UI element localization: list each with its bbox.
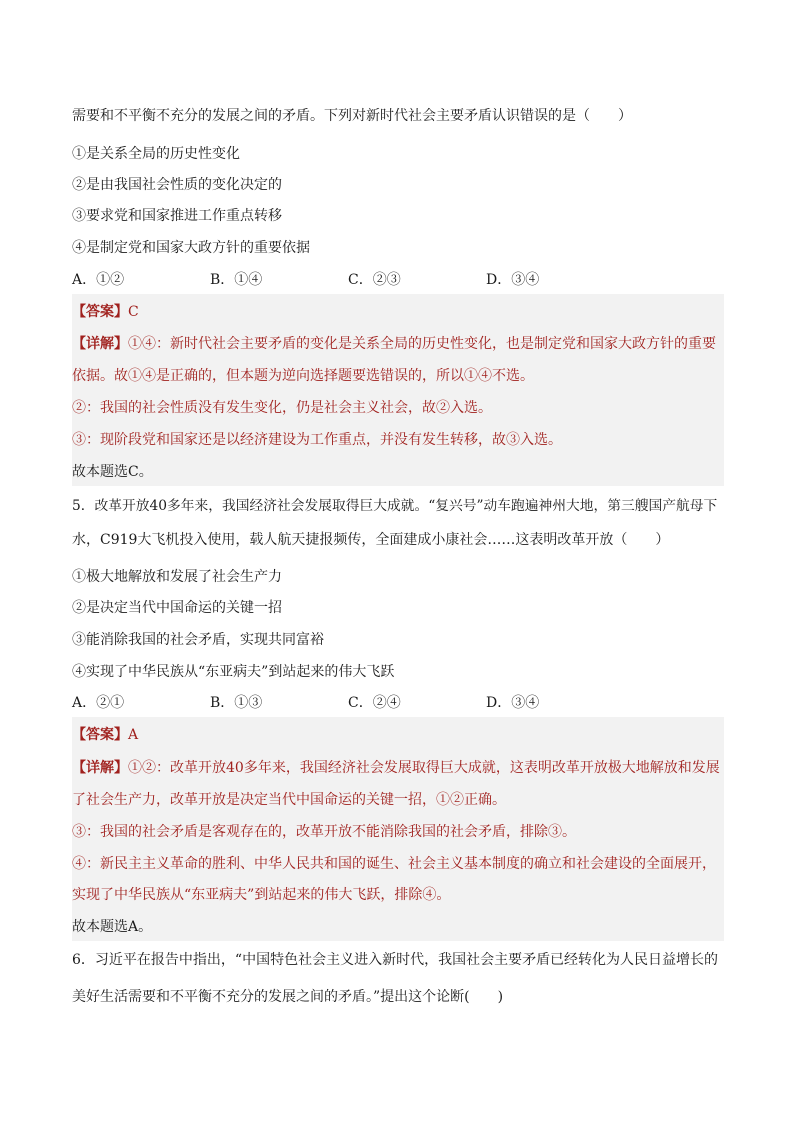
q5-detail-text-1: ①②：改革开放40多年来，我国经济社会发展取得巨大成就，这表明改革开放极大地解放和发展 (128, 760, 720, 776)
q4-option-b: B．①④ (210, 272, 263, 288)
q4-item-1: ①是关系全局的历史性变化 (72, 146, 240, 162)
q4-option-a: A．①② (72, 272, 125, 288)
q4-answer-block (72, 294, 724, 486)
q4-option-d: D．③④ (486, 272, 540, 288)
q4-detail-line-2: 依据。故①④是正确的，但本题为逆向选择题要选错误的，所以①④不选。 (72, 368, 534, 384)
q4-answer-label: 【答案】 (72, 304, 128, 320)
q5-detail-line-1 (72, 758, 720, 778)
q5-answer-line (72, 725, 138, 745)
q5-item-4: ④实现了中华民族从“东亚病夫”到站起来的伟大飞跃 (72, 664, 395, 680)
q5-detail-line-4: ④：新民主主义革命的胜利、中华人民共和国的诞生、社会主义基本制度的确立和社会建设的全面展开， (72, 856, 716, 872)
q5-detail-line-2: 了社会生产力，改革开放是决定当代中国命运的关键一招，①②正确。 (72, 792, 506, 808)
q4-detail-line-3: ②：我国的社会性质没有发生变化，仍是社会主义社会，故②入选。 (72, 400, 492, 416)
q5-conclusion: 故本题选A。 (72, 919, 153, 935)
q5-detail-line-3: ③：我国的社会矛盾是客观存在的，改革开放不能消除我国的社会矛盾，排除③。 (72, 824, 576, 840)
q5-item-2: ②是决定当代中国命运的关键一招 (72, 600, 282, 616)
q4-answer-line (72, 302, 139, 322)
q4-detail-text-1: ①④：新时代社会主要矛盾的变化是关系全局的历史性变化，也是制定党和国家大政方针的重要 (128, 336, 716, 352)
q4-stem: 需要和不平衡不充分的发展之间的矛盾。下列对新时代社会主要矛盾认识错误的是（ ） (72, 108, 632, 124)
q5-answer-label: 【答案】 (72, 727, 128, 743)
q4-item-3: ③要求党和国家推进工作重点转移 (72, 208, 282, 224)
q5-item-3: ③能消除我国的社会矛盾，实现共同富裕 (72, 632, 324, 648)
q6-stem-line-1: 6．习近平在报告中指出，“中国特色社会主义进入新时代，我国社会主要矛盾已经转化为人民日益增长的 (72, 952, 719, 968)
q5-detail-label: 【详解】 (72, 760, 128, 776)
q5-option-a: A．②① (72, 695, 125, 711)
q4-option-c: C．②③ (348, 272, 401, 288)
q4-detail-label: 【详解】 (72, 336, 128, 352)
q4-item-4: ④是制定党和国家大政方针的重要依据 (72, 240, 310, 256)
q5-option-c: C．②④ (348, 695, 401, 711)
q5-detail-line-5: 实现了中华民族从“东亚病夫”到站起来的伟大飞跃，排除④。 (72, 887, 451, 903)
q5-item-1: ①极大地解放和发展了社会生产力 (72, 569, 282, 585)
q4-item-2: ②是由我国社会性质的变化决定的 (72, 177, 282, 193)
q5-stem-line-2: 水，C919大飞机投入使用，载人航天捷报频传，全面建成小康社会……这表明改革开放（ ） (72, 532, 670, 548)
q5-option-d: D．③④ (486, 695, 540, 711)
q4-conclusion: 故本题选C。 (72, 464, 153, 480)
q5-option-b: B．①③ (210, 695, 263, 711)
q4-answer-value: C (128, 304, 139, 320)
q5-answer-block (72, 717, 724, 941)
q6-stem-line-2: 美好生活需要和不平衡不充分的发展之间的矛盾。”提出这个论断( ) (72, 989, 504, 1005)
q5-stem-line-1: 5．改革开放40多年来，我国经济社会发展取得巨大成就。“复兴号”动车跑遍神州大地，第三艘国产航母下 (72, 498, 718, 514)
q5-answer-value: A (128, 727, 139, 743)
q4-detail-line-4: ③：现阶段党和国家还是以经济建设为工作重点，并没有发生转移，故③入选。 (72, 432, 562, 448)
q4-detail-line-1 (72, 334, 716, 354)
